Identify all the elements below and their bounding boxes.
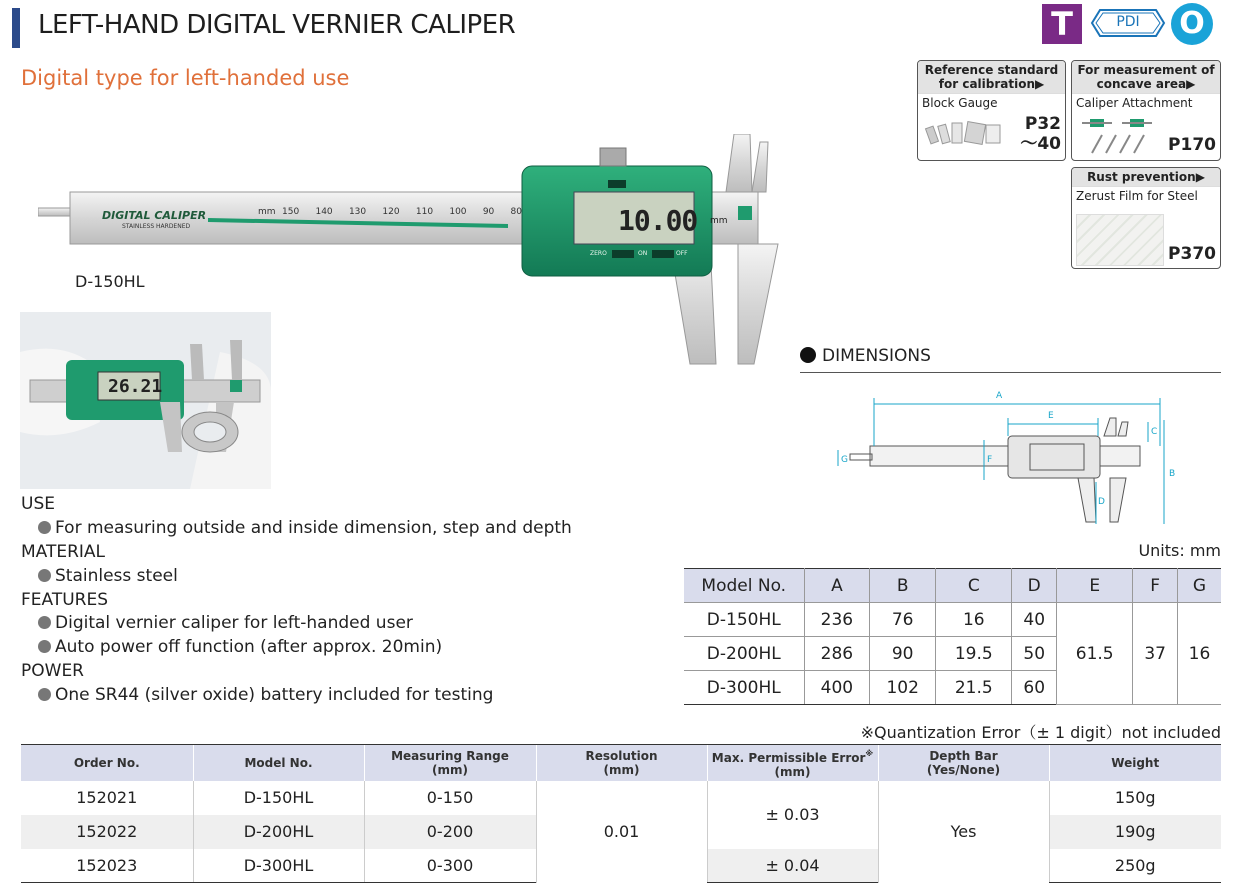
dimensions-heading xyxy=(800,346,931,366)
scale-tick: 120 xyxy=(382,207,400,217)
ref-concave-page: P170 xyxy=(1168,135,1216,155)
range-cell: 0-150 xyxy=(364,781,536,815)
ref-rust-page: P370 xyxy=(1168,244,1216,264)
dim-label-c: C xyxy=(1151,427,1158,437)
scale-tick: 110 xyxy=(415,207,434,217)
ref-concave-heading: For measurement of concave area▶ xyxy=(1072,61,1220,94)
weight-cell: 150g xyxy=(1049,781,1221,815)
order-cell: 152021 xyxy=(76,788,138,807)
feature-item xyxy=(38,635,442,659)
dim-label-d: D xyxy=(1098,497,1105,507)
ref-rust-heading: Rust prevention▶ xyxy=(1072,168,1220,187)
depth-header-label: Depth Bar xyxy=(929,748,998,763)
dim-col-header: Model No. xyxy=(684,569,804,603)
dim-cell: 90 xyxy=(870,637,936,671)
range-col-header xyxy=(364,745,536,781)
scale-label: DIGITAL CALIPER xyxy=(102,209,207,222)
scale-tick: 130 xyxy=(348,207,367,217)
feature-text: Digital vernier caliper for left-handed user xyxy=(55,613,413,633)
bullet-icon xyxy=(800,347,816,363)
quantization-note: ※Quantization Error（± 1 digit）not included xyxy=(860,723,1221,742)
material-item xyxy=(38,564,178,588)
order-table xyxy=(21,744,1221,883)
lcd-unit: mm xyxy=(710,216,728,226)
range-cell: 0-200 xyxy=(364,815,536,849)
mpe-cell: ± 0.03 xyxy=(707,781,878,849)
dimensions-header-row xyxy=(684,569,1221,603)
on-button-label: ON xyxy=(638,250,648,257)
pdi-badge xyxy=(1090,8,1166,38)
dim-cell: 50 xyxy=(1012,637,1057,671)
dim-col-header: A xyxy=(804,569,870,603)
power-heading: POWER xyxy=(21,661,84,681)
dim-col-header: F xyxy=(1133,569,1178,603)
title-accent-bar xyxy=(12,8,20,48)
power-text: One SR44 (silver oxide) battery included for testing xyxy=(55,685,494,705)
dim-col-header: D xyxy=(1012,569,1057,603)
scale-tick: 150 xyxy=(282,207,300,217)
mpe-header-mark: ※ xyxy=(865,748,874,758)
dim-cell: 40 xyxy=(1012,603,1057,637)
resolution-col-header xyxy=(536,745,707,781)
units-label: Units: mm xyxy=(1138,541,1221,560)
use-heading: USE xyxy=(21,494,55,514)
dim-cell-f: 37 xyxy=(1133,603,1178,705)
bullet-icon xyxy=(38,640,51,653)
material-heading: MATERIAL xyxy=(21,542,106,562)
dim-cell-e: 61.5 xyxy=(1056,603,1132,705)
order-cell: 152023 xyxy=(21,849,193,883)
scale-tick: 90 xyxy=(482,207,495,217)
scale-ticks xyxy=(282,207,522,217)
photo-drawing xyxy=(20,312,271,489)
mpe-header-label: Max. Permissible Error xyxy=(711,750,866,765)
ref-calibration-sub: Block Gauge xyxy=(922,96,998,110)
scale-sub-label: STAINLESS HARDENED xyxy=(122,223,191,230)
zero-button-label: ZERO xyxy=(590,250,607,257)
table-row xyxy=(21,781,1221,815)
page-title: LEFT-HAND DIGITAL VERNIER CALIPER xyxy=(38,10,516,40)
mpe-cell: ± 0.04 xyxy=(707,849,878,883)
bullet-icon xyxy=(38,688,51,701)
ref-calibration-heading: Reference standard for calibration▶ xyxy=(918,61,1065,94)
feature-item xyxy=(38,611,413,635)
t-badge: T xyxy=(1042,4,1082,44)
scale-tick: 80 xyxy=(510,207,522,217)
weight-cell: 250g xyxy=(1049,849,1221,883)
dim-cell: 102 xyxy=(870,671,936,705)
order-header-row xyxy=(21,745,1221,781)
ref-calibration-page-start: P32 xyxy=(1024,114,1061,134)
product-model-caption: D-150HL xyxy=(75,272,145,291)
bullet-icon xyxy=(38,616,51,629)
ref-rust-sub: Zerust Film for Steel xyxy=(1076,189,1198,203)
off-button-label: OFF xyxy=(676,250,688,257)
use-item xyxy=(38,516,572,540)
scale-unit: mm xyxy=(258,207,276,217)
dim-cell: 19.5 xyxy=(936,637,1012,671)
dim-col-header: C xyxy=(936,569,1012,603)
table-row xyxy=(684,603,1221,637)
dim-col-header: G xyxy=(1177,569,1221,603)
ref-calibration-page xyxy=(1020,114,1061,154)
dim-cell: 60 xyxy=(1012,671,1057,705)
scale-tick: 140 xyxy=(315,207,333,217)
dimension-drawing xyxy=(830,386,1200,530)
resolution-header-unit: (mm) xyxy=(603,762,640,777)
dim-label-a: A xyxy=(996,391,1003,401)
mpe-header-unit: (mm) xyxy=(774,764,811,779)
page-subtitle: Digital type for left-handed use xyxy=(21,66,350,90)
dim-label-e: E xyxy=(1048,411,1054,421)
order-cell: 152022 xyxy=(21,815,193,849)
power-item xyxy=(38,683,493,707)
ref-concave-sub: Caliper Attachment xyxy=(1076,96,1193,110)
use-text: For measuring outside and inside dimension, step and depth xyxy=(55,518,572,538)
order-col-header: Order No. xyxy=(21,745,193,781)
bullet-icon xyxy=(38,569,51,582)
caliper-in-use-photo xyxy=(20,312,271,489)
dim-cell: 76 xyxy=(870,603,936,637)
model-cell: D-300HL xyxy=(193,849,364,883)
dim-label-f: F xyxy=(987,455,993,465)
dim-cell: 16 xyxy=(936,603,1012,637)
ref-rust-box[interactable] xyxy=(1071,167,1221,269)
scale-tick: 100 xyxy=(449,207,467,217)
mpe-col-header xyxy=(707,745,878,781)
dimensions-diagram xyxy=(830,386,1200,530)
model-cell: D-150HL xyxy=(193,781,364,815)
resolution-header-label: Resolution xyxy=(585,748,658,763)
dim-cell: 286 xyxy=(804,637,870,671)
features-heading: FEATURES xyxy=(21,590,109,610)
depth-cell: Yes xyxy=(878,781,1049,883)
bullet-icon xyxy=(38,521,51,534)
dim-cell: 400 xyxy=(804,671,870,705)
dimensions-title: DIMENSIONS xyxy=(822,346,931,366)
depth-header-sub: (Yes/None) xyxy=(926,762,1001,777)
caliper-attachment-icon xyxy=(1082,109,1172,155)
lcd-reading: 10.00 xyxy=(618,204,698,237)
dim-col-header: E xyxy=(1056,569,1132,603)
weight-col-header: Weight xyxy=(1049,745,1221,781)
zerust-film-icon xyxy=(1076,214,1164,266)
dim-col-header: B xyxy=(870,569,936,603)
ref-concave-box[interactable] xyxy=(1071,60,1221,161)
o-badge: O xyxy=(1171,3,1213,45)
material-text: Stainless steel xyxy=(55,566,178,586)
ref-calibration-box[interactable] xyxy=(917,60,1066,161)
range-cell: 0-300 xyxy=(364,849,536,883)
dim-label-g: G xyxy=(841,455,848,465)
model-cell: D-200HL xyxy=(193,815,364,849)
resolution-cell: 0.01 xyxy=(536,781,707,883)
dim-cell: D-150HL xyxy=(684,603,804,637)
model-col-header: Model No. xyxy=(193,745,364,781)
dimensions-divider xyxy=(800,372,1221,373)
dim-cell: 236 xyxy=(804,603,870,637)
dimensions-table xyxy=(684,568,1221,705)
pdi-label: PDI xyxy=(1116,14,1140,30)
depth-col-header xyxy=(878,745,1049,781)
range-header-label: Measuring Range xyxy=(391,748,509,763)
dim-cell: D-300HL xyxy=(684,671,804,705)
range-header-unit: (mm) xyxy=(432,762,468,777)
photo-lcd-reading: 26.21 xyxy=(108,376,163,397)
dim-cell: D-200HL xyxy=(684,637,804,671)
block-gauge-icon xyxy=(924,117,1004,147)
dim-label-b: B xyxy=(1169,469,1176,479)
feature-text: Auto power off function (after approx. 20min) xyxy=(55,637,443,657)
dim-cell-g: 16 xyxy=(1177,603,1221,705)
ref-calibration-page-end: ～40 xyxy=(1020,134,1061,154)
dim-cell: 21.5 xyxy=(936,671,1012,705)
weight-cell: 190g xyxy=(1049,815,1221,849)
